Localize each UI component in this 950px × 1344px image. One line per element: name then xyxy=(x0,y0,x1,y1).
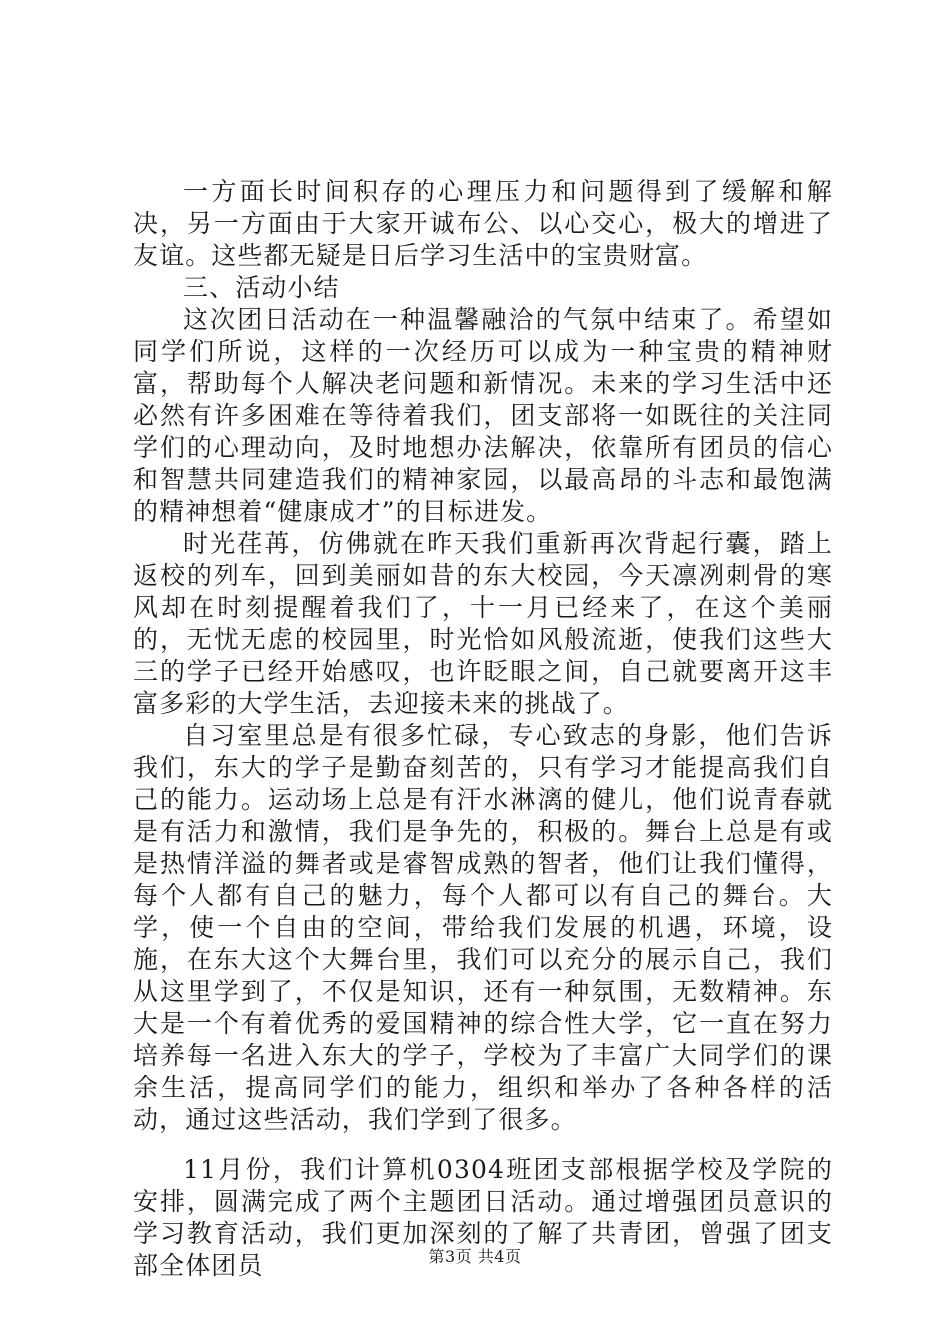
paragraph-1: 一方面长时间积存的心理压力和问题得到了缓解和解决，另一方面由于大家开诚布公、以心交心，极大的增进了友谊。这些都无疑是日后学习生活中的宝贵财富。 xyxy=(133,177,833,270)
paragraph-3: 时光荏苒，仿佛就在昨天我们重新再次背起行囊，踏上返校的列车，回到美丽如昔的东大校园，今天凛冽刺骨的寒风却在时刻提醒着我们了，十一月已经来了，在这个美丽的，无忧无虑的校园里，时光恰如风般流逝，使我们这些大三的学子已经开始感叹，也许眨眼之间，自己就要离开这丰富多彩的大学生活，去迎接未来的挑战了。 xyxy=(133,529,833,718)
page-number-footer: 第3页 共4页 xyxy=(428,1247,522,1266)
paragraph-spacer xyxy=(133,1136,833,1154)
paragraph-4: 自习室里总是有很多忙碌，专心致志的身影，他们告诉我们，东大的学子是勤奋刻苦的，只有学习才能提高我们自己的能力。运动场上总是有汗水淋漓的健儿，他们说青春就是有活力和激情，我们是争先的，积极的。舞台上总是有或是热情洋溢的舞者或是睿智成熟的智者，他们让我们懂得，每个人都有自己的魅力，每个人都可以有自己的舞台。大学，使一个自由的空间，带给我们发展的机遇，环境，设施，在东大这个大舞台里，我们可以充分的展示自己，我们从这里学到了，不仅是知识，还有一种氛围，无数精神。东大是一个有着优秀的爱国精神的综合性大学，它一直在努力培养每一名进入东大的学子，学校为了丰富广大同学们的课余生活，提高同学们的能力，组织和举办了各种各样的活动，通过这些活动，我们学到了很多。 xyxy=(133,721,833,1134)
document-body xyxy=(133,176,833,1282)
section-heading-summary: 三、活动小结 xyxy=(183,273,340,302)
paragraph-2: 这次团日活动在一种温馨融洽的气氛中结束了。希望如同学们所说，这样的一次经历可以成为一种宝贵的精神财富，帮助每个人解决老问题和新情况。未来的学习生活中还必然有许多困难在等待着我们，团支部将一如既往的关注同学们的心理动向，及时地想办法解决，依靠所有团员的信心和智慧共同建造我们的精神家园，以最高昂的斗志和最饱满的精神想着“健康成才”的目标进发。 xyxy=(133,305,833,526)
paragraph-5: 11月份，我们计算机0304班团支部根据学校及学院的安排，圆满完成了两个主题团日活动。通过增强团员意识的学习教育活动，我们更加深刻的了解了共青团，曾强了团支部全体团员 xyxy=(133,1155,833,1280)
